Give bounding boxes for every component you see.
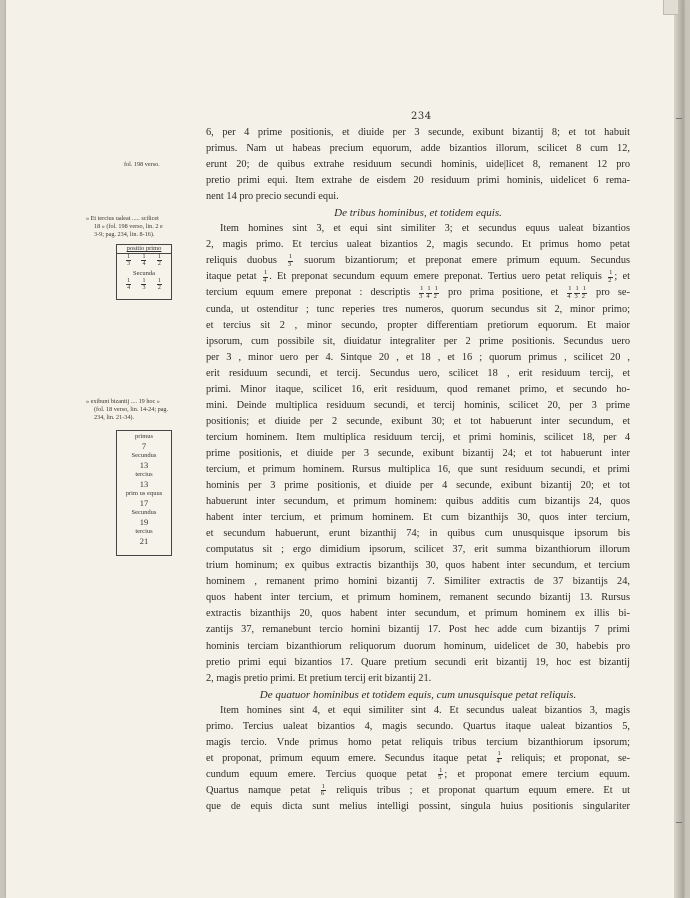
section-heading: De quatuor hominibus et totidem equis, cum unusquisque petat reliquis. — [259, 688, 577, 701]
fraction: $\frac{1}{2}$ — [581, 285, 586, 300]
text-line: itaque petat $\frac{1}{4}$ . Et preponat secundum equum emere preponat. Tertius uero petat reliquis $\frac{1}{2}$ ; et — [206, 269, 630, 284]
result-value: 13 — [139, 460, 149, 470]
text-line: primo. Tercius ualeat bizantios 4, magis secundo. Quartus itaque ualeat bizantios 5, — [206, 720, 630, 732]
text-line: hominem , remanent primo homini bizantij 7. Similiter extractis de 37 bizantijs 24, — [206, 576, 630, 588]
fraction: $\frac{1}{3}$ — [574, 285, 579, 300]
result-value: 17 — [139, 498, 149, 508]
margin-line: (fol. 18 verso, lin. 14-24; pag. — [94, 406, 169, 413]
result-value: 19 — [139, 517, 149, 527]
text-line: erunt 20; de quibus extrahe residuum secundi hominis, uide|licet 8, remanent 12 pro — [206, 159, 630, 171]
text-line: cunda, ut ostenditur ; tunc reperies tres numeros, quorum secundus sit 2, minor primo; — [206, 303, 630, 315]
text-line: hominis terciam bizanthiorum reliquorum duorum hominum, uidelicet de 30, habebis pro — [206, 640, 630, 652]
text-line: tercium hominem. Item multiplica residuum tercij, et primi hominis, scilicet 18, per 4 — [206, 431, 630, 443]
text-line: 2, magis primo. Et tercius ualeat bizantios 2, magis secundo. Et primus homo petat — [206, 239, 630, 251]
text-line: nent 14 pro precio secundi equi. — [206, 191, 339, 203]
fraction: $\frac{1}{6}$ — [320, 782, 325, 798]
text-line: mini. Deinde multiplica residuum secundi, et tercij hominis, scilicet 20, per 3 prime — [206, 399, 630, 411]
fraction: $\frac{1}{4}$ — [426, 285, 431, 300]
text-line: tercium equum emere preponat : descriptis $\frac{1}{3}$ $\frac{1}{4}$ $\frac{1}{2}$ pro prima positione, et $\frac{1}{4}$ $\frac{1}{3}$ $\frac{1}{2}$ pro se- — [206, 285, 630, 300]
text-line: hominis per 3 prime positionis, et diuide per 4 secunde, exibunt bizantij 20; et tot — [206, 480, 630, 492]
margin-note-a — [86, 215, 163, 239]
text-line: erit residuum secundi, et tercij. Secundus uero, scilicet 18 , erit residuum tercij, et — [206, 367, 630, 379]
fraction: $\frac{1}{2}$ — [608, 269, 613, 284]
fraction: $\frac{1}{3}$ — [142, 278, 146, 291]
fraction: $\frac{1}{4}$ — [262, 269, 268, 284]
text-line: prime positionis, et diuide per 3 secunde, exibunt bizantij 24; et tot habuerunt inter — [206, 447, 630, 459]
page-corner — [663, 0, 678, 15]
edge-tick — [676, 822, 682, 823]
fraction: $\frac{1}{2}$ — [157, 254, 161, 267]
fraction: $\frac{1}{3}$ — [419, 285, 424, 300]
table-subtitle: Secunda — [132, 270, 156, 277]
text-line: et tercius sit 2 , minor secundo, propter differentiam pretiorum equorum. Et maior — [206, 319, 630, 331]
fraction: $\frac{1}{2}$ — [157, 278, 161, 291]
text-line: trium hominum; ex quibus extractis bizanthijs 30, quos habent inter secundum, et tercium — [206, 560, 630, 572]
text-line: positionis; et diuide per 2 secunde, exibunt 30; et tot habuerunt inter secundum, et — [206, 415, 630, 427]
text-line: Quartus namque petat $\frac{1}{6}$ reliquis tribus ; et proponat quartum equum emere. Et ut — [206, 782, 630, 798]
section-heading: De tribus hominibus, et totidem equis. — [334, 207, 502, 220]
text-line: quos habent inter tercium, et primum hominem, remanent secundo bizantij 13. Rursus — [206, 592, 630, 604]
fraction: $\frac{1}{3}$ — [287, 253, 293, 268]
text-line: pretio primi equi bizantios 17. Quare pretium secundi erit bizantij 19, hoc est bizantij — [206, 656, 630, 668]
text-line: per 3 , minor uero per 4. Sintque 20 , et 18 , et 16 ; quorum primus , scilicet 20 , — [206, 351, 630, 363]
text-line: Item homines sint 4, et equi similiter sint 4. Et secundus ualeat bizantios 3, magis — [220, 704, 630, 716]
result-label: tercius — [135, 528, 153, 535]
text-line: cundum equum emere. Tercius quoque petat $\frac{1}{5}$ ; et proponat emere tercium equum. — [206, 766, 630, 781]
result-label: Secundus — [131, 452, 157, 459]
result-value: 7 — [141, 441, 147, 451]
text-line: que de equis dicta sunt melius intelligi possint, singula huius positionis singulariter — [206, 800, 630, 812]
fraction: $\frac{1}{4}$ — [142, 254, 146, 267]
text-line: habent inter tercium, et primum hominem. Et cum bizanthijs 30, quos inter tercium, — [206, 512, 630, 524]
margin-line: 3-9; pag. 234, lin. 8-16). — [94, 231, 155, 238]
page-number: 234 — [411, 111, 432, 122]
margin-line: » exibunt bizantij .... 19 hoc » — [86, 398, 160, 405]
margin-line: » Et tercius ualeat ..... scilicet — [86, 215, 159, 222]
text-line: magis tercio. Vnde primus homo petat reliquis tribus tercium bizanthiorum ipsorum; — [206, 736, 630, 748]
text-line: computatus sit ; ergo dimidium ipsorum, scilicet 37, erit summa bizanthiorum illorum — [206, 544, 630, 556]
margin-line: 18 » (fol. 198 verso, lin. 2 e — [94, 223, 163, 230]
fraction: $\frac{1}{5}$ — [438, 766, 443, 781]
text-line: reliquis duobus $\frac{1}{3}$ suorum bizantiorum; et preponat emere primum equum. Secundus — [206, 253, 630, 268]
main-text — [206, 125, 630, 815]
result-value: 13 — [139, 479, 149, 489]
text-line: extractis bizanthijs 20, quos habent inter secundum, et primum hominem ex illis bi- — [206, 608, 630, 620]
text-line: habuerunt inter secundum, et primum hominem: quibus additis cum bizantijs 24, quos — [206, 496, 630, 508]
fraction: $\frac{1}{4}$ — [127, 278, 131, 291]
text-line: 2, magis pretio primi. Et pretium tercij erit bizantij 21. — [206, 672, 432, 684]
margin-folio-ref: fol. 198 verso. — [124, 161, 160, 168]
text-line: tercium, et primum hominem. Rursus multiplica 16, que sunt residuum secundi, et primi — [206, 463, 630, 475]
book-page — [6, 0, 684, 898]
text-line: 6, per 4 prime positionis, et diuide per 3 secunde, exibunt bizantij 8; et tot habuit — [206, 127, 630, 138]
fraction-row — [117, 254, 171, 267]
results-table — [116, 430, 172, 556]
page-edge — [674, 0, 684, 898]
fraction: $\frac{1}{3}$ — [127, 254, 131, 267]
text-line: et secundum habuerunt, erunt bizanthij 74; in quibus cum unusquisque ipsorum bis — [206, 528, 630, 540]
result-value: 21 — [139, 536, 149, 546]
text-line: pretio primi equi. Item extrahe de eisdem 20 residuum primi hominis, uidelicet 6 rema- — [206, 175, 630, 187]
result-label: tercius — [135, 471, 153, 478]
results-list — [117, 431, 171, 547]
fraction: $\frac{1}{4}$ — [496, 750, 501, 765]
text-line: primi. Minor itaque, scilicet 16, erit residuum, quod remanet primo, et secundo ho- — [206, 383, 630, 395]
fraction: $\frac{1}{2}$ — [433, 285, 438, 300]
result-label: Secundus — [131, 509, 157, 516]
fraction-row — [117, 278, 171, 291]
margin-note-b — [86, 398, 168, 422]
table-title: positio primo — [117, 245, 171, 254]
positions-table — [116, 244, 172, 300]
text-line: ipsorum, cum possibile sit, diuidatur integraliter per 2 prime positionis. Secundus uero — [206, 335, 630, 347]
text-line: Item homines sint 3, et equi sint similiter 3; et secundus equus ualeat bizantios — [220, 223, 630, 235]
text-line: et proponat, primum equum emere. Secundus itaque petat $\frac{1}{4}$ reliquis; et proponat, se- — [206, 750, 630, 765]
result-label: primus — [134, 433, 154, 440]
margin-line: 234, lin. 21-34). — [94, 414, 135, 421]
edge-tick — [676, 118, 682, 119]
text-line: zantijs 37, remanebunt tercio homini bizantij 17. Post hec adde cum bizantijs 7 primi — [206, 624, 630, 636]
fraction: $\frac{1}{4}$ — [567, 285, 572, 300]
result-label: prim us equus — [125, 490, 163, 497]
text-line: primus. Nam ut habeas precium equorum, adde bizantios illorum, scilicet 8 cum 12, — [206, 143, 630, 155]
